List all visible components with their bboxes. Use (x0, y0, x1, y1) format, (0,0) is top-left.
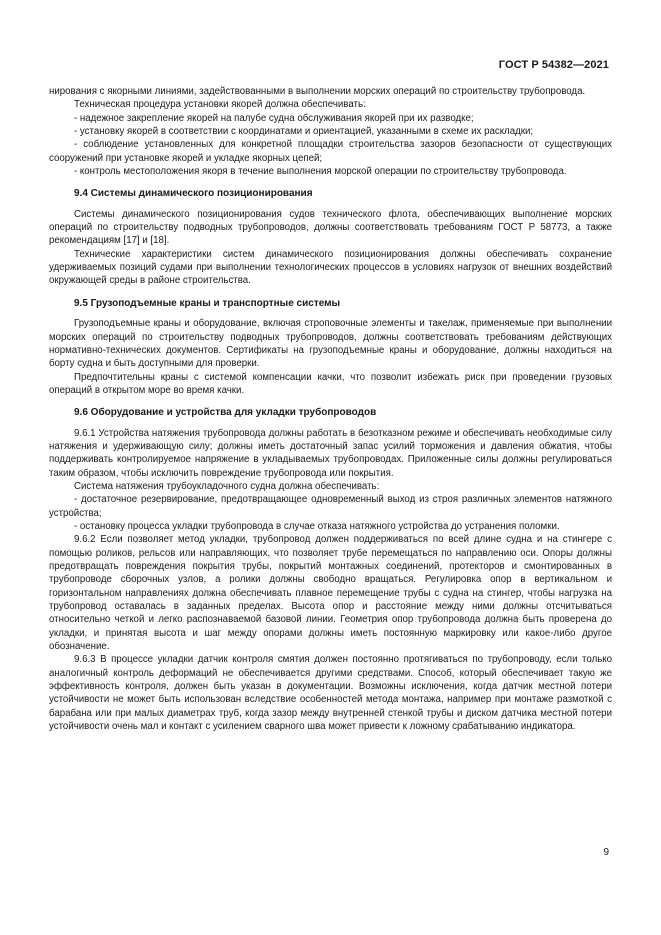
paragraph: - остановку процесса укладки трубопровода в случае отказа натяжного устройства до устранения поломки. (74, 520, 560, 532)
paragraph: - достаточное резервирование, предотвращающее одновременный выход из строя различных элементов натяжного устройства; (49, 494, 612, 519)
paragraph: Грузоподъемные краны и оборудование, включая строповочные элементы и такелаж, применяемые при выполнении морских операций по строительству подводных трубопроводов, должны соответствовать требованиям действующих нормативно-технических документов. Сертификаты на грузоподъемные краны и оборудование, должны находиться на борту судна и быть доступными для проверки. (49, 318, 612, 370)
paragraph: 9.6.1 Устройства натяжения трубопровода должны работать в безотказном режиме и обеспечивать необходимые силу натяжения и удерживающую силу; должны иметь достаточный запас усилий торможения и давления обжатия, чтобы поддерживать контролируемое напряжение в укладываемых трубопроводах. Приложенные силы должны регулироваться таким образом, чтобы исключить повреждение трубопровода или покрытия. (49, 427, 612, 479)
section-heading: 9.5 Грузоподъемные краны и транспортные системы (74, 297, 341, 309)
paragraph: - установку якорей в соответствии с координатами и ориентацией, указанными в схеме их раскладки; (74, 126, 534, 138)
paragraph: Системы динамического позиционирования судов технического флота, обеспечивающих выполнение морских операций по строительству подводных трубопроводов, должны соответствовать требованиям ГОСТ Р 58773, а также рекомендациям [17] и [18]. (49, 208, 612, 247)
paragraph: 9.6.2 Если позволяет метод укладки, трубопровод должен поддерживаться по всей длине судна и на стингере с помощью роликов, рельсов или направляющих, что позволяет трубе перемещаться по направлению оси. Опоры должны предотвращать повреждения покрытия трубы, покрытий монтажных соединений, протекторов и смонтированных в трубопроводе сборочных узлов, а ролики должны свободно вращаться. Регулировка опор в вертикальном и горизонтальном направлениях должна обеспечивать плавное перемещение трубы с судна на стингер, чтобы нагрузка на трубопровод оставалась в заданных пределах. Высота опор и расстояние между ними должны отсчитываться относительно четкой и легко распознаваемой базовой линии. Геометрия опор трубопровода должна быть проверена до укладки, и принятая высота и шаг между опорами должны иметь постоянную маркировку или какое-либо другое обозначение. (49, 534, 612, 653)
paragraph: 9.6.3 В процессе укладки датчик контроля смятия должен постоянно протягиваться по трубопроводу, если только аналогичный контроль деформаций не обеспечивается другими средствами. Способ, который обеспечивает такую же эффективность контроля, должен быть указан в документации. Возможны исключения, когда датчик местной потери устойчивости не может быть использован вследствие особенностей метода монтажа, например при монтаже размоткой с барабана или при малых диаметрах труб, когда зазор между внутренней стенкой трубы и диском датчика местной потери устойчивости очень мал и контакт с усилением сварного шва может привести к ложному срабатыванию индикатора. (49, 654, 612, 733)
paragraph: нирования с якорными линиями, задействованными в выполнении морских операций по строительству трубопровода. (49, 86, 586, 97)
paragraph: Предпочтительны краны с системой компенсации качки, что позволит избежать риск при проведении грузовых операций в открытом море во время качки. (49, 371, 612, 396)
paragraph: - контроль местоположения якоря в течение выполнения морской операции по строительству трубопровода. (74, 166, 567, 178)
paragraph: - соблюдение установленных для конкретной площадки строительства зазоров безопасности от существующих сооружений при установке якорей и укладке якорных цепей; (49, 139, 612, 164)
section-heading: 9.4 Системы динамического позиционирования (74, 188, 313, 200)
paragraph: - надежное закрепление якорей на палубе судна обслуживания якорей при их разводке; (74, 112, 474, 124)
standard-header: ГОСТ Р 54382—2021 (498, 59, 609, 71)
paragraph: Система натяжения трубоукладочного судна должна обеспечивать: (74, 480, 380, 492)
document-body (49, 85, 612, 733)
paragraph: Технические характеристики систем динамического позиционирования должны обеспечивать сохранение удерживаемых позиций судами при выполнении технологических процессов в условиях нагрузок от внешних воздействий окружающей среды в районе строительства. (49, 248, 612, 287)
page-number: 9 (603, 847, 609, 858)
section-heading: 9.6 Оборудование и устройства для укладки трубопроводов (74, 407, 377, 419)
paragraph: Техническая процедура установки якорей должна обеспечивать: (74, 99, 366, 111)
